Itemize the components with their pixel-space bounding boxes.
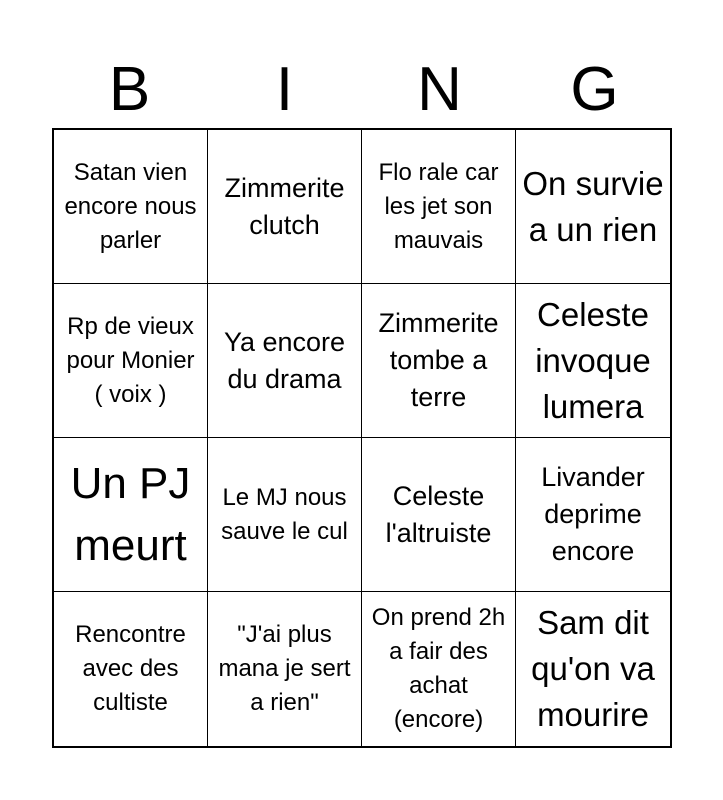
bingo-cell-text: Rencontre avec des cultiste xyxy=(75,621,186,716)
bingo-header xyxy=(52,52,672,128)
bingo-cell[interactable] xyxy=(54,592,208,746)
bingo-cell[interactable] xyxy=(516,592,670,746)
bingo-cell-text: Ya encore du drama xyxy=(223,326,346,394)
header-letter-g: G xyxy=(570,55,619,124)
bingo-cell[interactable] xyxy=(54,284,208,438)
bingo-cell[interactable] xyxy=(362,592,516,746)
bingo-cell-text: Rp de vieux pour Monier ( voix ) xyxy=(66,312,195,408)
bingo-cell-text: Zimmerite clutch xyxy=(224,172,345,240)
bingo-cell-text: Un PJ meurt xyxy=(70,458,191,570)
bingo-cell-text: Satan vien encore nous parler xyxy=(64,158,197,254)
bingo-cell-text: Zimmerite tombe a terre xyxy=(378,308,499,412)
bingo-cell-text: Livander deprime encore xyxy=(541,462,645,566)
bingo-cell[interactable] xyxy=(208,284,362,438)
bingo-cell[interactable] xyxy=(54,130,208,284)
bingo-cell[interactable] xyxy=(362,284,516,438)
bingo-cell[interactable] xyxy=(516,438,670,592)
bingo-cell-text: On prend 2h a fair des achat (encore) xyxy=(371,604,506,733)
bingo-cell[interactable] xyxy=(208,592,362,746)
bingo-cell-text: Celeste invoque lumera xyxy=(535,295,651,425)
bingo-grid xyxy=(52,128,672,748)
bingo-cell[interactable] xyxy=(516,130,670,284)
bingo-cell[interactable] xyxy=(516,284,670,438)
bingo-cell-text: On survie a un rien xyxy=(522,164,664,248)
header-letter-i: I xyxy=(275,55,294,124)
bingo-cell-text: Le MJ nous sauve le cul xyxy=(221,483,348,545)
header-letter-b: B xyxy=(108,55,151,124)
bingo-cell[interactable] xyxy=(208,438,362,592)
bingo-cell[interactable] xyxy=(362,130,516,284)
bingo-cell-text: Flo rale car les jet son mauvais xyxy=(378,158,499,254)
header-letter-n: N xyxy=(417,55,462,124)
bingo-cell[interactable] xyxy=(362,438,516,592)
bingo-cell-text: "J'ai plus mana je sert a rien" xyxy=(218,621,351,716)
bingo-cell[interactable] xyxy=(54,438,208,592)
bingo-cell-text: Celeste l'altruiste xyxy=(385,480,492,548)
bingo-cell-text: Sam dit qu'on va mourire xyxy=(531,604,655,733)
bingo-cell[interactable] xyxy=(208,130,362,284)
